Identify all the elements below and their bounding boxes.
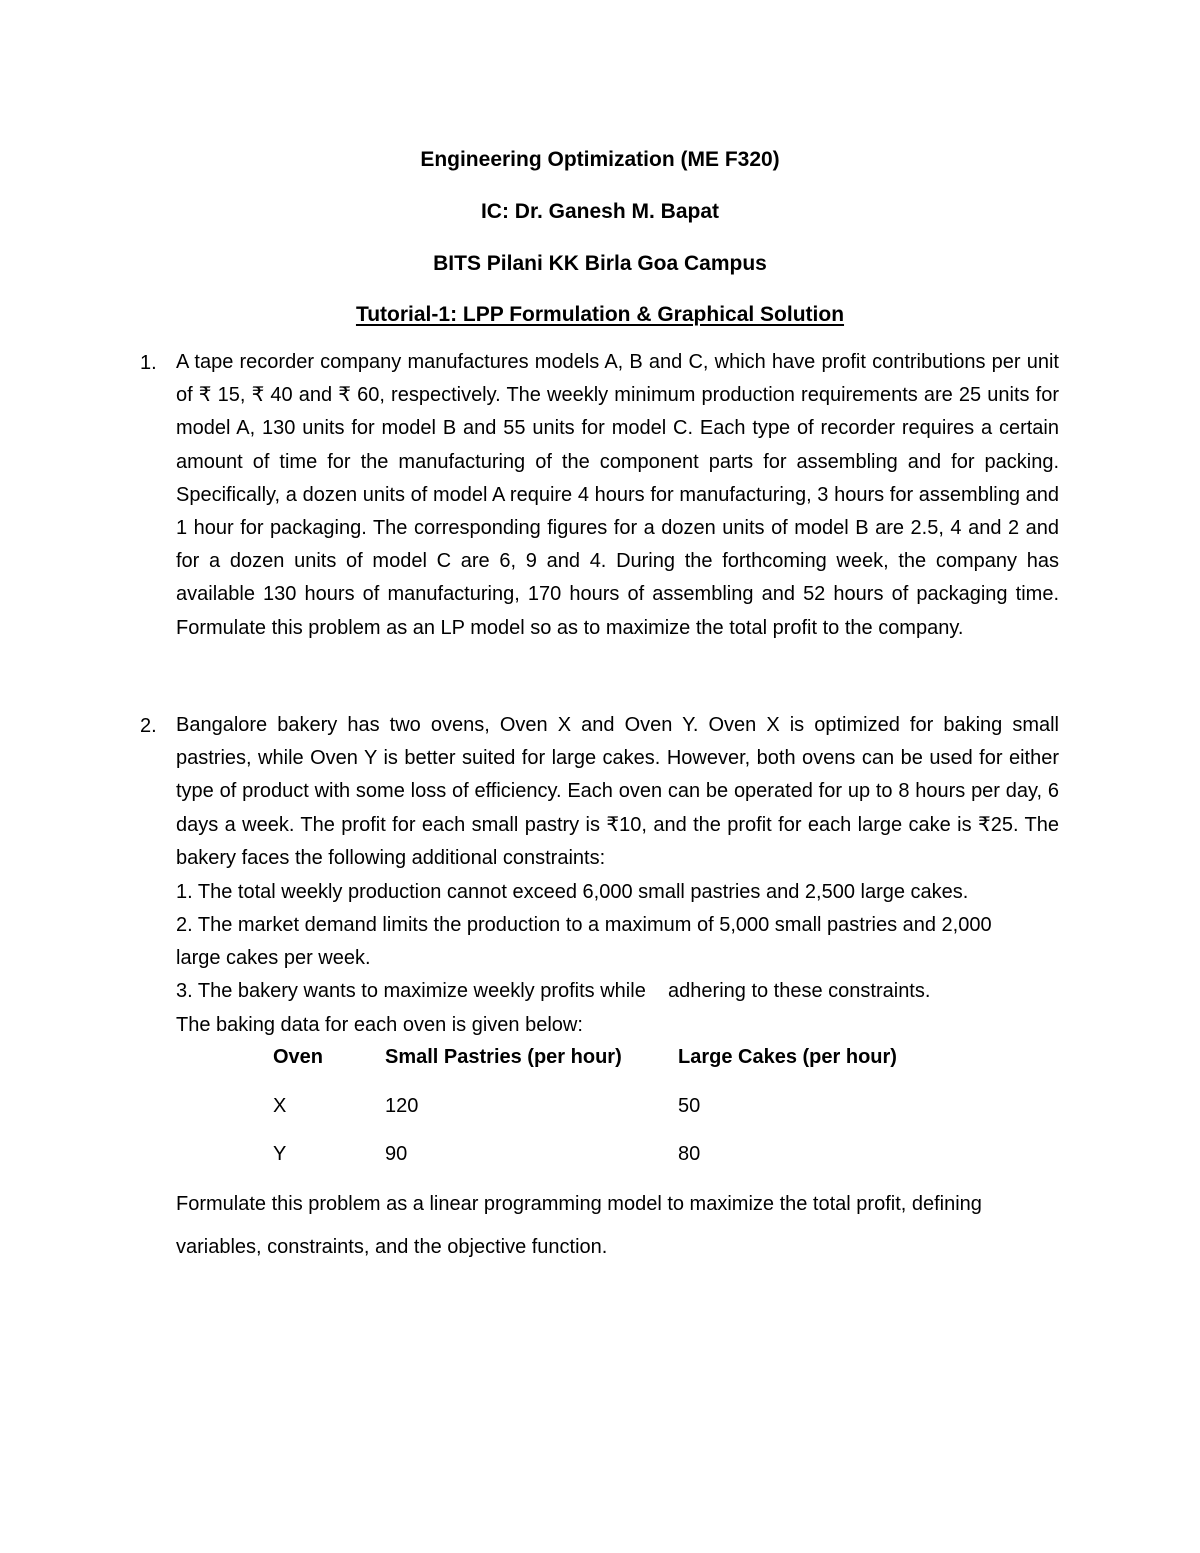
campus-line: BITS Pilani KK Birla Goa Campus bbox=[433, 252, 767, 275]
constraint-2-line-2: large cakes per week. bbox=[176, 947, 371, 969]
formulate-line-1: Formulate this problem as a linear programming model to maximize the total profit, defining bbox=[176, 1193, 982, 1215]
instructor-line: IC: Dr. Ganesh M. Bapat bbox=[480, 200, 720, 223]
question-1-text: A tape recorder company manufactures models A, B and C, which have profit contributions per unit of ₹ 15, ₹ 40 and ₹ 60, respectively. The weekly minimum production requirements are 25 units for model A, 130 units for model B and 55 units for model C. Each type of recorder requires a certain amount of time for the manufacturing of the component parts for assembling and for packing. Specifically, a dozen units of model A require 4 hours for manufacturing, 3 hours for assembling and 1 hour for packaging. The corresponding figures for a dozen units of model B are 2.5, 4 and 2 and for a dozen units of model C are 6, 9 and 4. During the forthcoming week, the company has available 130 hours of manufacturing, 170 hours of assembling and 52 hours of packaging time. Formulate this problem as an LP model so as to maximize the total profit to the company. bbox=[176, 351, 1059, 639]
formulate-line-2: variables, constraints, and the objective function. bbox=[176, 1236, 608, 1258]
constraint-2-line-1: 2. The market demand limits the production to a maximum of 5,000 small pastries and 2,000 bbox=[176, 914, 992, 936]
table-cell: 50 bbox=[678, 1095, 701, 1117]
table-cell: 90 bbox=[385, 1143, 408, 1165]
table-header-small-pastries: Small Pastries (per hour) bbox=[385, 1046, 622, 1068]
tutorial-title: Tutorial-1: LPP Formulation & Graphical Solution bbox=[355, 303, 845, 326]
question-2-number: 2. bbox=[140, 715, 157, 737]
table-cell: 120 bbox=[385, 1095, 419, 1117]
constraint-1: 1. The total weekly production cannot exceed 6,000 small pastries and 2,500 large cakes. bbox=[176, 881, 969, 903]
table-cell: 80 bbox=[678, 1143, 701, 1165]
table-cell: X bbox=[273, 1095, 287, 1117]
course-title: Engineering Optimization (ME F320) bbox=[420, 148, 780, 171]
table-cell: Y bbox=[273, 1143, 287, 1165]
question-2-text: Bangalore bakery has two ovens, Oven X and Oven Y. Oven X is optimized for baking small pastries, while Oven Y is better suited for large cakes. However, both ovens can be used for either type of product with some loss of efficiency. Each oven can be operated for up to 8 hours per day, 6 days a week. The profit for each small pastry is ₹10, and the profit for each large cake is ₹25. The bakery faces the following additional constraints: bbox=[176, 714, 1059, 869]
constraint-3: 3. The bakery wants to maximize weekly profits while adhering to these constraints. bbox=[176, 980, 931, 1002]
question-1-number: 1. bbox=[140, 352, 157, 374]
table-header-large-cakes: Large Cakes (per hour) bbox=[678, 1046, 897, 1068]
table-intro: The baking data for each oven is given below: bbox=[176, 1014, 583, 1036]
table-header-oven: Oven bbox=[273, 1046, 324, 1068]
